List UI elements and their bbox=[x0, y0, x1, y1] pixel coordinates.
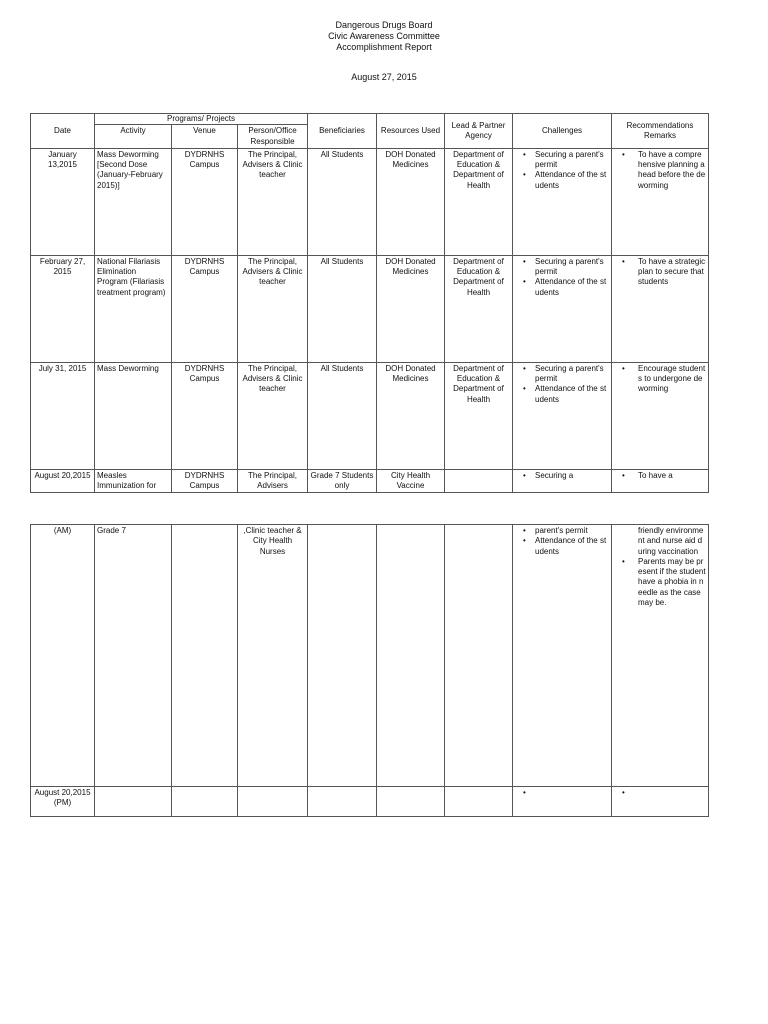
col-venue: Venue bbox=[172, 125, 238, 149]
recommendation-item: • Parents may be present if the student bbox=[614, 557, 706, 578]
row-beneficiaries bbox=[308, 787, 377, 817]
challenge-item: • Attendance of the students bbox=[515, 170, 609, 191]
recommendation-item: • To have a comprehensive planning ahead before the deworming bbox=[614, 150, 706, 191]
row-recommendations bbox=[612, 787, 709, 817]
row-beneficiaries: All Students bbox=[308, 255, 377, 362]
challenge-item: • Securing a parent's permit bbox=[515, 364, 609, 385]
row-date: January 13,2015 bbox=[31, 148, 95, 255]
accomplishment-table bbox=[30, 113, 709, 493]
table-row bbox=[31, 525, 709, 787]
row-resources: DOH Donated Medicines bbox=[377, 148, 445, 255]
table-row bbox=[31, 469, 709, 493]
row-resources bbox=[377, 787, 445, 817]
recommendation-item: • To have a strategic plan to secure that students bbox=[614, 257, 706, 288]
row-person: The Principal, Advisers & Clinic teacher bbox=[238, 148, 308, 255]
row-recommendations bbox=[612, 255, 709, 362]
table-row bbox=[31, 255, 709, 362]
row-lead: Department of Education & Department of Health bbox=[445, 148, 513, 255]
report-header bbox=[0, 20, 768, 53]
challenge-item: • Attendance of the students bbox=[515, 536, 609, 557]
row-resources: City Health Vaccine bbox=[377, 469, 445, 493]
table-row bbox=[31, 362, 709, 469]
row-person: The Principal, Advisers & Clinic teacher bbox=[238, 255, 308, 362]
row-date: July 31, 2015 bbox=[31, 362, 95, 469]
row-lead: Department of Education & Department of Health bbox=[445, 362, 513, 469]
recommendation-item: • Encourage students to undergone deworming bbox=[614, 364, 706, 395]
challenge-cont-text: parent's permit bbox=[535, 526, 588, 535]
row-venue: DYDRNHS Campus bbox=[172, 255, 238, 362]
row-challenges bbox=[513, 525, 612, 787]
row-lead: Department of Education & Department of Health bbox=[445, 255, 513, 362]
continuation-table bbox=[30, 524, 709, 817]
org-name: Dangerous Drugs Board bbox=[335, 20, 433, 30]
table-row bbox=[31, 787, 709, 817]
col-person: Person/Office Responsible bbox=[238, 125, 308, 149]
table-row bbox=[31, 148, 709, 255]
col-beneficiaries: Beneficiaries bbox=[308, 114, 377, 149]
recommendation-continuation: friendly environment and nurse aid during vaccination bbox=[638, 526, 704, 556]
col-lead: Lead & Partner Agency bbox=[445, 114, 513, 149]
row-activity: National Filariasis Elimination Program (Filariasis treatment program) bbox=[95, 255, 172, 362]
row-venue bbox=[172, 525, 238, 787]
row-resources: DOH Donated Medicines bbox=[377, 255, 445, 362]
row-recommendations bbox=[612, 148, 709, 255]
row-beneficiaries: All Students bbox=[308, 362, 377, 469]
row-lead bbox=[445, 787, 513, 817]
row-activity: Mass Deworming [Second Dose (January-February 2015)] bbox=[95, 148, 172, 255]
col-programs: Programs/ Projects bbox=[95, 114, 308, 125]
row-lead bbox=[445, 469, 513, 493]
report-title: Accomplishment Report bbox=[336, 42, 432, 52]
challenge-item: • Attendance of the students bbox=[515, 384, 609, 405]
row-date: August 20,2015 bbox=[31, 469, 95, 493]
row-person: The Principal, Advisers bbox=[238, 469, 308, 493]
row-activity: Mass Deworming bbox=[95, 362, 172, 469]
col-recommendations: Recommendations Remarks bbox=[612, 114, 709, 149]
row-activity bbox=[95, 787, 172, 817]
recommendation-item: • To have a bbox=[614, 471, 706, 481]
row-challenges bbox=[513, 469, 612, 493]
row-beneficiaries bbox=[308, 525, 377, 787]
challenge-item: • Securing a parent's permit bbox=[515, 150, 609, 171]
challenge-continuation bbox=[515, 526, 609, 536]
row-beneficiaries: All Students bbox=[308, 148, 377, 255]
row-lead bbox=[445, 525, 513, 787]
row-person: The Principal, Advisers & Clinic teacher bbox=[238, 362, 308, 469]
col-challenges: Challenges bbox=[513, 114, 612, 149]
challenge-item: • Attendance of the students bbox=[515, 277, 609, 298]
row-recommendations bbox=[612, 525, 709, 787]
report-date: August 27, 2015 bbox=[351, 72, 417, 82]
row-activity: Measles Immunization for bbox=[95, 469, 172, 493]
row-venue: DYDRNHS Campus bbox=[172, 148, 238, 255]
row-date: February 27, 2015 bbox=[31, 255, 95, 362]
row-venue bbox=[172, 787, 238, 817]
row-venue: DYDRNHS Campus bbox=[172, 362, 238, 469]
row-recommendations bbox=[612, 362, 709, 469]
row-recommendations bbox=[612, 469, 709, 493]
row-challenges bbox=[513, 148, 612, 255]
committee-name: Civic Awareness Committee bbox=[328, 31, 440, 41]
row-resources bbox=[377, 525, 445, 787]
col-date: Date bbox=[31, 114, 95, 149]
row-person: ,Clinic teacher & City Health Nurses bbox=[238, 525, 308, 787]
row-resources: DOH Donated Medicines bbox=[377, 362, 445, 469]
row-person bbox=[238, 787, 308, 817]
row-beneficiaries: Grade 7 Students only bbox=[308, 469, 377, 493]
recommendation-item: have a phobia in needle as the case may be. bbox=[638, 577, 704, 608]
row-challenges bbox=[513, 787, 612, 817]
col-resources: Resources Used bbox=[377, 114, 445, 149]
header-row bbox=[31, 114, 709, 125]
row-date: August 20,2015 (PM) bbox=[31, 787, 95, 817]
row-challenges bbox=[513, 255, 612, 362]
row-activity: Grade 7 bbox=[95, 525, 172, 787]
col-activity: Activity bbox=[95, 125, 172, 149]
row-date: (AM) bbox=[31, 525, 95, 787]
row-venue: DYDRNHS Campus bbox=[172, 469, 238, 493]
challenge-item: • Securing a parent's permit bbox=[515, 257, 609, 278]
row-challenges bbox=[513, 362, 612, 469]
challenge-item: • Securing a bbox=[515, 471, 609, 481]
